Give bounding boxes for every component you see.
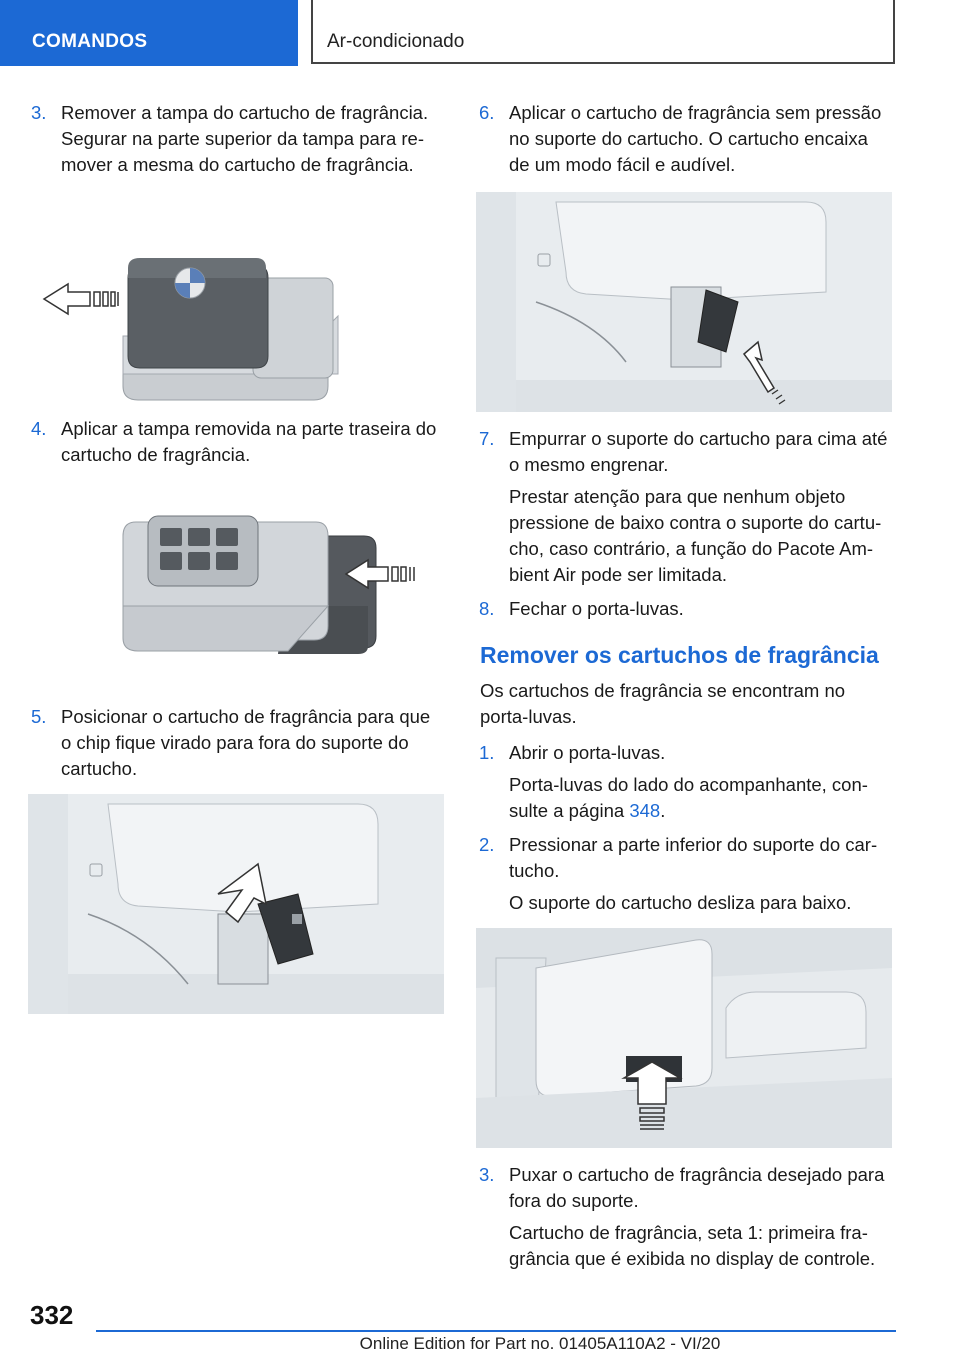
glovebox-cartridge-position-illustration bbox=[28, 794, 444, 1014]
section-intro: Os cartuchos de fragrância se encontram no porta-luvas. bbox=[480, 680, 846, 727]
note-end: . bbox=[660, 800, 666, 821]
step-note: O suporte do cartucho desliza para baixo. bbox=[509, 892, 852, 913]
page-header bbox=[0, 0, 960, 66]
step-text: Aplicar a tampa removida na parte traseira do cartucho de fragrância. bbox=[61, 418, 437, 465]
step-text: Remover a tampa do cartucho de fragrância. Segurar na parte superior da tampa para re-mover a mesma do cartucho de fragrância. bbox=[61, 102, 429, 175]
step-6 bbox=[476, 100, 892, 178]
step-number: 3. bbox=[31, 102, 47, 123]
glovebox-insert-cartridge-illustration bbox=[476, 192, 892, 412]
figure-attach-cap bbox=[28, 476, 444, 704]
step-note: Prestar atenção para que nenhum objeto pressione de baixo contra o suporte do cartu-cho, caso contrário, a função do Pacote Am-bient Air pode ser limitada. bbox=[509, 486, 882, 585]
chapter-tab[interactable]: COMANDOS bbox=[0, 0, 298, 66]
step-number: 8. bbox=[479, 598, 495, 619]
step-3 bbox=[28, 100, 444, 178]
sub-step-3 bbox=[476, 1162, 892, 1272]
step-number: 6. bbox=[479, 102, 495, 123]
step-text: Puxar o cartucho de fragrância desejado para fora do suporte. bbox=[509, 1164, 885, 1211]
sub-step-1 bbox=[476, 740, 892, 824]
figure-position-cartridge bbox=[28, 794, 444, 1014]
step-number: 1. bbox=[479, 742, 495, 763]
step-number: 3. bbox=[479, 1164, 495, 1185]
step-text: Pressionar a parte inferior do suporte do car-tucho. bbox=[509, 834, 878, 881]
figure-press-holder bbox=[476, 928, 892, 1148]
step-number: 2. bbox=[479, 834, 495, 855]
step-number: 7. bbox=[479, 428, 495, 449]
footer-divider bbox=[96, 1330, 896, 1332]
right-column bbox=[476, 100, 892, 1280]
footer-edition: Online Edition for Part no. 01405A110A2 - VI/20 bbox=[359, 1334, 721, 1353]
figure-insert-cartridge bbox=[476, 192, 892, 412]
cartridge-cap-attach-illustration bbox=[28, 476, 444, 704]
section-title: Ar-condicionado bbox=[311, 0, 895, 64]
step-text: Posicionar o cartucho de fragrância para que o chip fique virado para fora do suporte do cartucho. bbox=[61, 706, 431, 779]
step-7 bbox=[476, 426, 892, 588]
cartridge-cap-removal-illustration bbox=[28, 186, 444, 416]
page-number: 332 bbox=[30, 1300, 74, 1330]
page-reference-link[interactable]: 348 bbox=[629, 800, 661, 821]
step-text: Aplicar o cartucho de fragrância sem pressão no suporte do cartucho. O cartucho encaixa de um modo fácil e audível. bbox=[509, 102, 882, 175]
step-number: 5. bbox=[31, 706, 47, 727]
figure-remove-cap bbox=[28, 186, 444, 416]
step-text: Abrir o porta-luvas. bbox=[509, 742, 666, 763]
step-note bbox=[509, 772, 892, 824]
note-text: Porta-luvas do lado do acompanhante, con-sulte a página bbox=[509, 774, 868, 821]
glovebox-press-holder-illustration bbox=[476, 928, 892, 1148]
step-5 bbox=[28, 704, 444, 782]
step-number: 4. bbox=[31, 418, 47, 439]
section-heading: Remover os cartuchos de fragrância bbox=[480, 642, 879, 668]
step-text: Empurrar o suporte do cartucho para cima até o mesmo engrenar. bbox=[509, 428, 888, 475]
step-text: Fechar o porta-luvas. bbox=[509, 598, 684, 619]
step-4 bbox=[28, 416, 444, 468]
step-8 bbox=[476, 596, 892, 622]
left-column bbox=[28, 100, 444, 1014]
step-note: Cartucho de fragrância, seta 1: primeira fra-grância que é exibida no display de controle. bbox=[509, 1222, 876, 1269]
sub-step-2 bbox=[476, 832, 892, 916]
